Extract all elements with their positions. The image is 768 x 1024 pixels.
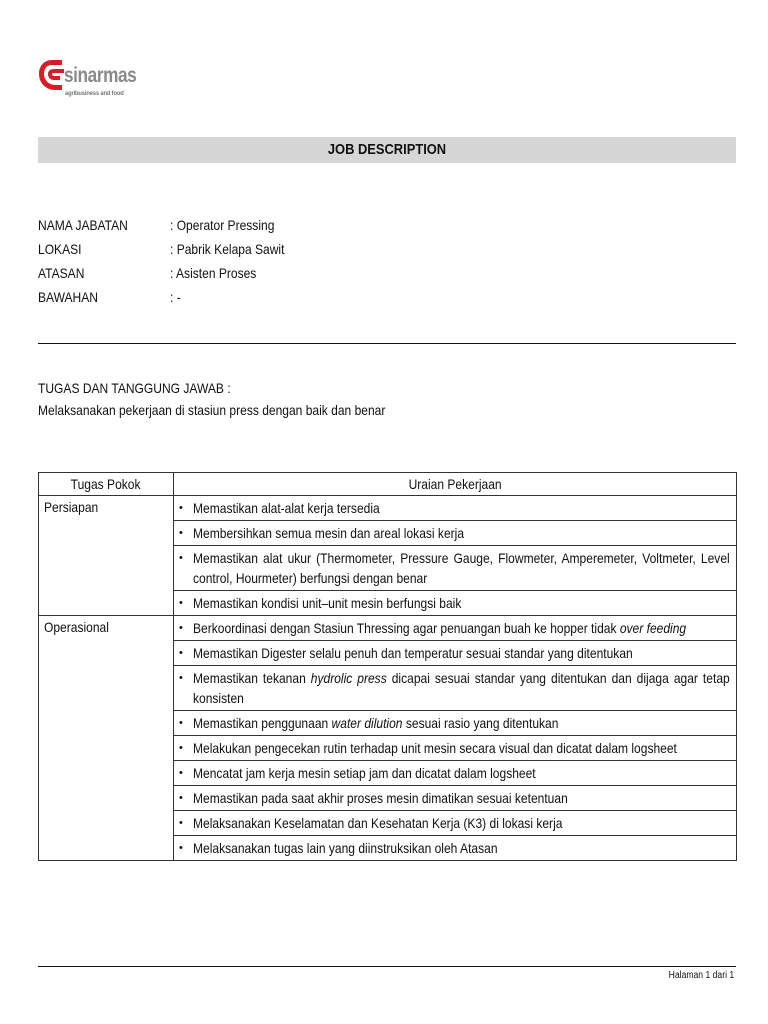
- info-value: : Pabrik Kelapa Sawit: [170, 241, 285, 257]
- bullet-icon: •: [179, 742, 183, 754]
- task-item: [174, 521, 737, 546]
- task-item-text: Melaksanakan tugas lain yang diinstruksikan oleh Atasan: [193, 840, 498, 856]
- logo-wordmark: sinarmas: [64, 64, 137, 87]
- bullet-icon: •: [179, 842, 183, 854]
- task-item-text: Memastikan tekanan: [193, 670, 311, 686]
- section-heading: TUGAS DAN TANGGUNG JAWAB :: [38, 380, 231, 396]
- info-value: : Asisten Proses: [170, 265, 257, 281]
- info-label: BAWAHAN: [38, 289, 98, 305]
- info-row-nama-jabatan: [38, 213, 303, 237]
- task-item: [174, 711, 737, 736]
- task-item-emphasis: hydrolic press: [310, 670, 387, 686]
- section-divider: [38, 343, 736, 344]
- task-item-text: Memastikan alat-alat kerja tersedia: [193, 500, 380, 516]
- bullet-icon: •: [179, 622, 183, 634]
- info-label: LOKASI: [38, 241, 82, 257]
- info-row-bawahan: [38, 285, 303, 309]
- bullet-icon: •: [179, 647, 183, 659]
- footer-divider: [38, 966, 736, 967]
- document-title: JOB DESCRIPTION: [327, 141, 447, 158]
- responsibilities-section: [38, 377, 442, 421]
- bullet-icon: •: [179, 672, 183, 684]
- bullet-icon: •: [179, 597, 183, 609]
- task-item-text: Mencatat jam kerja mesin setiap jam dan dicatat dalam logsheet: [193, 765, 536, 781]
- task-category: Operasional: [39, 616, 174, 861]
- task-item-text: Membersihkan semua mesin dan areal lokasi kerja: [193, 525, 465, 541]
- task-item-text: Memastikan kondisi unit–unit mesin berfungsi baik: [193, 595, 462, 611]
- position-info: [38, 213, 303, 309]
- task-item-text: Memastikan Digester selalu penuh dan temperatur sesuai standar yang ditentukan: [193, 645, 633, 661]
- task-item-text: Memastikan penggunaan: [193, 715, 332, 731]
- task-item: [174, 666, 737, 711]
- info-value: : Operator Pressing: [170, 217, 275, 233]
- document-title-bar: [38, 137, 736, 163]
- bullet-icon: •: [179, 817, 183, 829]
- task-item-text: Melakukan pengecekan rutin terhadap unit mesin secara visual dan dicatat dalam logsheet: [193, 740, 677, 756]
- info-row-atasan: [38, 261, 303, 285]
- bullet-icon: •: [179, 717, 183, 729]
- header-tugas-pokok: Tugas Pokok: [39, 473, 174, 496]
- job-task-table: [38, 472, 737, 861]
- header-uraian-pekerjaan: Uraian Pekerjaan: [174, 473, 737, 496]
- task-item: [174, 546, 737, 591]
- task-item-text: Memastikan alat ukur (Thermometer, Pressure Gauge, Flowmeter, Amperemeter, Voltmeter, Level control, Hourmeter) berfungsi dengan benar: [193, 550, 730, 586]
- bullet-icon: •: [179, 552, 183, 564]
- task-category: Persiapan: [39, 496, 174, 616]
- bullet-icon: •: [179, 502, 183, 514]
- task-item: [174, 786, 737, 811]
- page-number: Halaman 1 dari 1: [668, 970, 734, 981]
- task-item: [174, 761, 737, 786]
- task-item: [174, 616, 737, 641]
- task-item-text: Berkoordinasi dengan Stasiun Thressing agar penuangan buah ke hopper tidak: [193, 620, 620, 636]
- bullet-icon: •: [179, 767, 183, 779]
- info-label: NAMA JABATAN: [38, 217, 128, 233]
- bullet-icon: •: [179, 792, 183, 804]
- info-value: : -: [170, 289, 181, 305]
- task-item: [174, 836, 737, 861]
- bullet-icon: •: [179, 527, 183, 539]
- task-item: [174, 641, 737, 666]
- info-label: ATASAN: [38, 265, 85, 281]
- info-row-lokasi: [38, 237, 303, 261]
- table-header-row: [39, 473, 737, 496]
- task-item-emphasis: water dilution: [331, 715, 403, 731]
- task-item-text: sesuai rasio yang ditentukan: [402, 715, 559, 731]
- task-item-text: Melaksanakan Keselamatan dan Kesehatan Kerja (K3) di lokasi kerja: [193, 815, 563, 831]
- company-logo: [38, 58, 138, 114]
- task-item: [174, 591, 737, 616]
- task-item: [174, 811, 737, 836]
- task-item-emphasis: over feeding: [619, 620, 687, 636]
- table-row: [39, 496, 737, 521]
- task-item-text: dicapai sesuai standar yang ditentukan dan dijaga agar tetap konsisten: [193, 670, 730, 706]
- logo-emblem-icon: [38, 59, 66, 93]
- section-summary: Melaksanakan pekerjaan di stasiun press dengan baik dan benar: [38, 402, 386, 418]
- task-item: [174, 736, 737, 761]
- task-item: [174, 496, 737, 521]
- logo-tagline: agribusiness and food: [65, 90, 124, 97]
- table-row: [39, 616, 737, 641]
- task-item-text: Memastikan pada saat akhir proses mesin dimatikan sesuai ketentuan: [193, 790, 568, 806]
